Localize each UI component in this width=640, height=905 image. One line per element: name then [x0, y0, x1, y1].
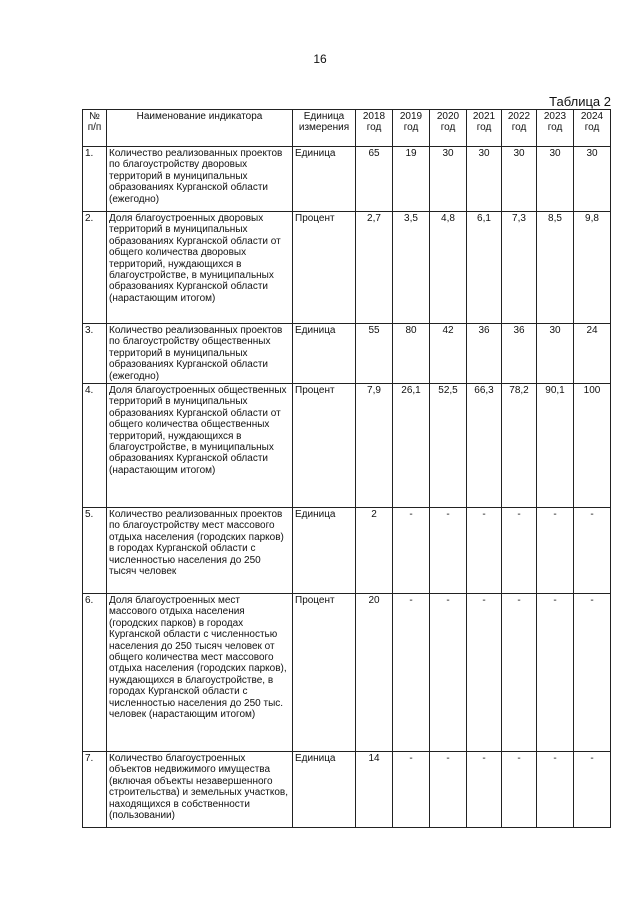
table-row [83, 384, 611, 508]
value-2019: - [393, 752, 430, 828]
value-2019: - [393, 508, 430, 594]
indicator-name: Доля благоустроенных мест массового отдыха населения (городских парков) в городах Курганской области с численностью населения до 250 тысяч человек от общего количества мест массового отдыха населения (городских парков), нуждающихся в благоустройстве, в городах Курганской области с численностью населения до 250 тыс. человек (нарастающим итогом) [107, 594, 293, 752]
value-2020: 4,8 [430, 212, 467, 324]
unit-cell: Процент [293, 212, 356, 324]
unit-cell: Единица [293, 147, 356, 212]
value-2019: 3,5 [393, 212, 430, 324]
value-2022: 36 [502, 324, 537, 384]
value-2018: 2,7 [356, 212, 393, 324]
indicator-name: Доля благоустроенных дворовых территорий в муниципальных образованиях Курганской области от общего количества дворовых территорий, нуждающихся в благоустройстве, в муниципальных образованиях Курганской области (нарастающим итогом) [107, 212, 293, 324]
value-2020: 30 [430, 147, 467, 212]
value-2021: - [467, 752, 502, 828]
value-2019: - [393, 594, 430, 752]
unit-cell: Единица [293, 508, 356, 594]
value-2021: 30 [467, 147, 502, 212]
value-2024: - [574, 752, 611, 828]
value-2019: 19 [393, 147, 430, 212]
value-2023: - [537, 752, 574, 828]
header-year-2021: 2021 год [467, 110, 502, 147]
header-year-2020: 2020 год [430, 110, 467, 147]
value-2018: 20 [356, 594, 393, 752]
value-2019: 80 [393, 324, 430, 384]
indicator-name: Количество благоустроенных объектов недвижимого имущества (включая объекты незавершенного строительства) и земельных участков, находящихся в собственности (пользовании) [107, 752, 293, 828]
value-2024: 30 [574, 147, 611, 212]
unit-cell: Процент [293, 594, 356, 752]
value-2023: 30 [537, 147, 574, 212]
value-2021: 66,3 [467, 384, 502, 508]
value-2018: 65 [356, 147, 393, 212]
row-number: 5. [83, 508, 107, 594]
value-2022: 7,3 [502, 212, 537, 324]
value-2023: - [537, 594, 574, 752]
row-number: 6. [83, 594, 107, 752]
header-year-2018: 2018 год [356, 110, 393, 147]
value-2023: - [537, 508, 574, 594]
header-year-2019: 2019 год [393, 110, 430, 147]
indicator-name: Количество реализованных проектов по благоустройству мест массового отдыха населения (городских парков) в городах Курганской области с численностью населения до 250 тысяч человек [107, 508, 293, 594]
value-2021: - [467, 508, 502, 594]
value-2020: - [430, 594, 467, 752]
indicator-name: Доля благоустроенных общественных территорий в муниципальных образованиях Курганской области от общего количества общественных территорий, нуждающихся в благоустройстве, в муниципальных образованиях Курганской области (нарастающим итогом) [107, 384, 293, 508]
indicator-name: Количество реализованных проектов по благоустройству общественных территорий в муниципальных образованиях Курганской области (ежегодно) [107, 324, 293, 384]
value-2019: 26,1 [393, 384, 430, 508]
value-2024: 24 [574, 324, 611, 384]
value-2018: 55 [356, 324, 393, 384]
header-name: Наименование индикатора [107, 110, 293, 147]
value-2022: - [502, 752, 537, 828]
table-row [83, 212, 611, 324]
value-2021: 6,1 [467, 212, 502, 324]
indicators-table [82, 109, 611, 828]
unit-cell: Единица [293, 752, 356, 828]
row-number: 1. [83, 147, 107, 212]
value-2023: 8,5 [537, 212, 574, 324]
value-2020: 52,5 [430, 384, 467, 508]
value-2018: 2 [356, 508, 393, 594]
value-2020: - [430, 508, 467, 594]
value-2020: 42 [430, 324, 467, 384]
table-caption: Таблица 2 [549, 94, 611, 109]
page-number: 16 [313, 52, 327, 66]
table-row [83, 594, 611, 752]
unit-cell: Процент [293, 384, 356, 508]
row-number: 3. [83, 324, 107, 384]
value-2021: - [467, 594, 502, 752]
value-2022: 30 [502, 147, 537, 212]
table-row [83, 508, 611, 594]
value-2018: 14 [356, 752, 393, 828]
value-2022: - [502, 594, 537, 752]
table-row [83, 147, 611, 212]
table-row [83, 324, 611, 384]
indicator-name: Количество реализованных проектов по благоустройству дворовых территорий в муниципальных образованиях Курганской области (ежегодно) [107, 147, 293, 212]
header-year-2023: 2023 год [537, 110, 574, 147]
value-2024: 9,8 [574, 212, 611, 324]
row-number: 7. [83, 752, 107, 828]
table-row [83, 752, 611, 828]
unit-cell: Единица [293, 324, 356, 384]
row-number: 2. [83, 212, 107, 324]
value-2022: 78,2 [502, 384, 537, 508]
row-number: 4. [83, 384, 107, 508]
value-2021: 36 [467, 324, 502, 384]
header-year-2024: 2024 год [574, 110, 611, 147]
header-unit: Единица измерения [293, 110, 356, 147]
value-2022: - [502, 508, 537, 594]
value-2023: 30 [537, 324, 574, 384]
value-2024: - [574, 594, 611, 752]
value-2018: 7,9 [356, 384, 393, 508]
header-num: № п/п [83, 110, 107, 147]
value-2024: - [574, 508, 611, 594]
table-header-row [83, 110, 611, 147]
value-2020: - [430, 752, 467, 828]
value-2024: 100 [574, 384, 611, 508]
value-2023: 90,1 [537, 384, 574, 508]
header-year-2022: 2022 год [502, 110, 537, 147]
